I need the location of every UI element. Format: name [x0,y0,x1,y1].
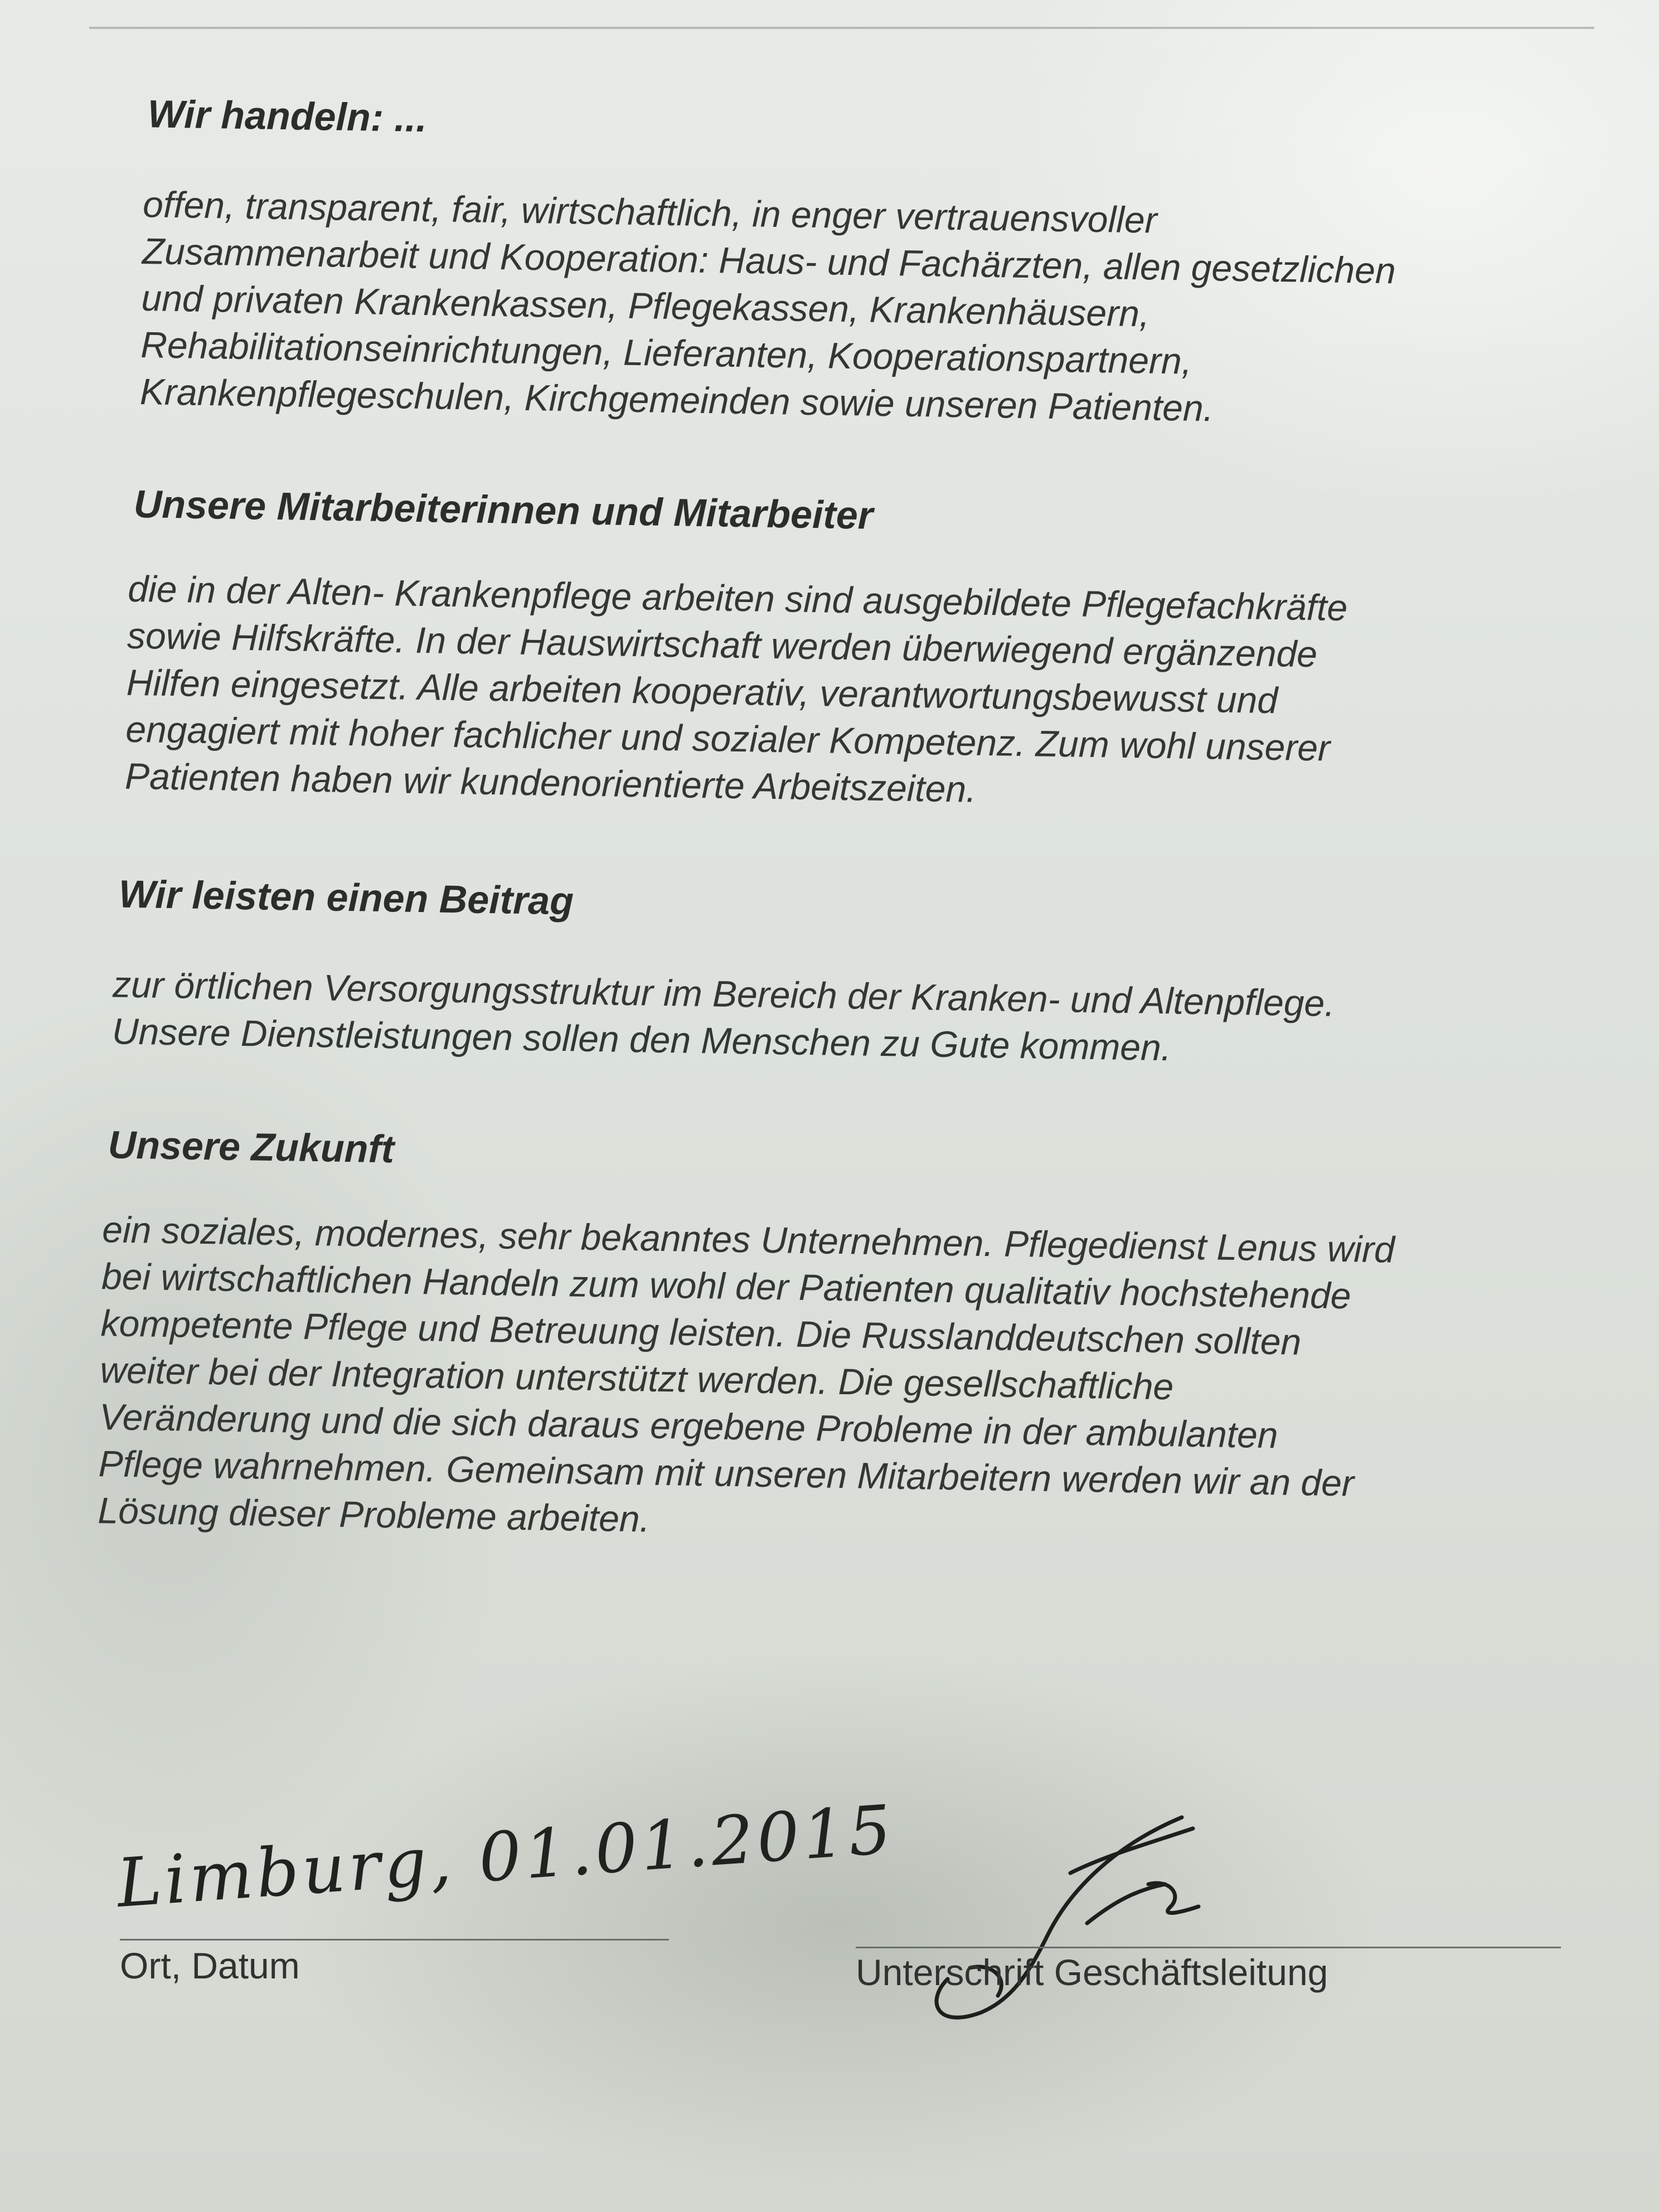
handwritten-signature [903,1801,1405,2035]
paragraph-line: bei wirtschaftlichen Handeln zum wohl der Patienten qualitativ hochstehende [101,1255,1352,1317]
paragraph-line: sowie Hilfskräfte. In der Hauswirtschaft werden überwiegend ergänzende [127,614,1318,675]
section-heading-beitrag: Wir leisten einen Beitrag [118,872,574,923]
paragraph-line: Lösung dieser Probleme arbeiten. [97,1490,651,1540]
signature-label: Unterschrift Geschäftsleitung [856,1952,1328,1993]
paragraph-line: offen, transparent, fair, wirtschaftlich, in enger vertrauensvoller [142,183,1158,241]
paragraph-line: kompetente Pflege und Betreuung leisten. Die Russlanddeutschen sollten [100,1302,1302,1362]
paragraph-line: weiter bei der Integration unterstützt werden. Die gesellschaftliche [99,1349,1174,1408]
paragraph-line: Veränderung und die sich daraus ergebene Probleme in der ambulanten [99,1396,1279,1456]
paragraph-line: die in der Alten- Krankenpflege arbeiten sind ausgebildete Pflegefachkräfte [127,567,1348,629]
paragraph-line: engagiert mit hoher fachlicher und sozialer Kompetenz. Zum wohl unserer [125,708,1331,769]
paragraph-line: Patienten haben wir kundenorientierte Arbeitszeiten. [124,755,977,810]
paragraph-line: und privaten Krankenkassen, Pflegekassen, Krankenhäusern, [141,277,1150,334]
section-heading-mitarbeiter: Unsere Mitarbeiterinnen und Mitarbeiter [133,482,874,537]
paragraph-line: Unsere Dienstleistungen sollen den Menschen zu Gute kommen. [111,1010,1172,1069]
signature-line [856,1947,1561,1948]
handwritten-place-date: Limburg, 01.01.2015 [114,1791,898,1923]
paragraph-line: Hilfen eingesetzt. Alle arbeiten kooperativ, verantwortungsbewusst und [126,661,1278,721]
section-heading-wir-handeln: Wir handeln: ... [147,92,428,140]
paragraph-line: Krankenpflegeschulen, Kirchgemeinden sowie unseren Patienten. [139,371,1214,429]
paragraph-line: ein soziales, modernes, sehr bekanntes Unternehmen. Pflegedienst Lenus wird [101,1209,1395,1270]
place-date-label: Ort, Datum [120,1945,300,1986]
paragraph-line: Zusammenarbeit und Kooperation: Haus- und Fachärzten, allen gesetzlichen [142,230,1396,292]
paragraph-line: zur örtlichen Versorgungsstruktur im Bereich der Kranken- und Altenpflege. [112,963,1336,1024]
paragraph-line: Pflege wahrnehmen. Gemeinsam mit unseren Mitarbeitern werden wir an der [98,1443,1355,1504]
place-date-line [120,1939,669,1941]
section-heading-zukunft: Unsere Zukunft [108,1123,395,1171]
paragraph-line: Rehabilitationseinrichtungen, Lieferanten, Kooperationspartnern, [140,324,1192,382]
